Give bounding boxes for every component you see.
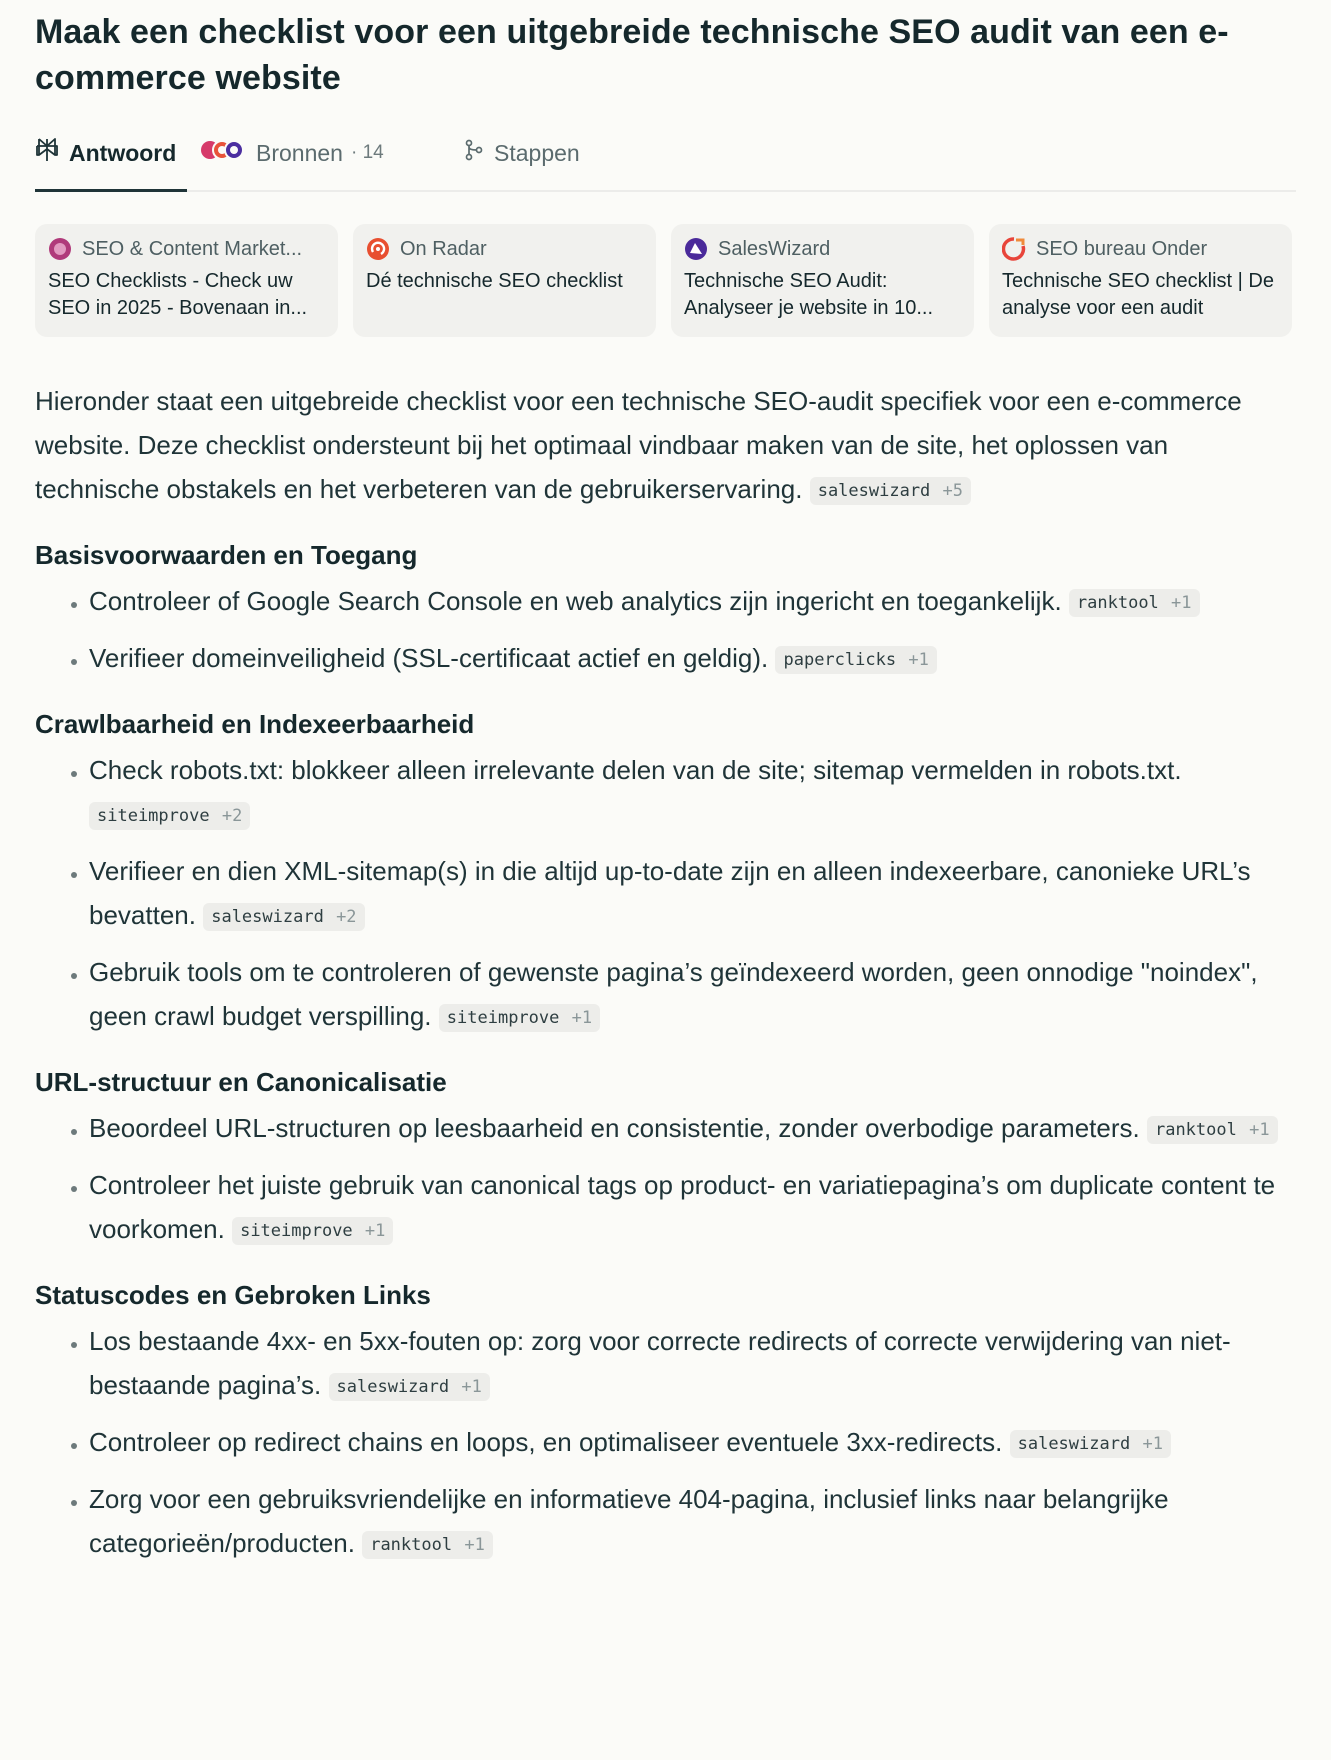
- card-title: Dé technische SEO checklist: [366, 270, 623, 292]
- list-item: [89, 849, 1296, 937]
- tab-bar: [35, 121, 1296, 192]
- source-card[interactable]: [671, 224, 974, 337]
- onder-logo-icon: [1002, 237, 1026, 261]
- citation-more: +1: [364, 1221, 386, 1241]
- citation-more: +1: [1142, 1434, 1163, 1454]
- intro-text: Hieronder staat een uitgebreide checklist voor een technische SEO-audit specifiek voor een e-commerce website. Deze checklist ondersteunt bij het optimaal vindbaar maken van de site, het oplossen van technische obstakels en het verbeteren van de gebruikerservaring.: [35, 386, 1242, 504]
- citation-source: siteimprove: [97, 806, 210, 826]
- card-source-name: SEO & Content Market...: [82, 237, 303, 260]
- item-text: Los bestaande 4xx- en 5xx-fouten op: zorg voor correcte redirects of correcte verwijdering van niet-bestaande pagina’s.: [89, 1326, 1231, 1400]
- card-title: SEO Checklists - Check uw SEO in 2025 - Bovenaan in...: [48, 270, 308, 319]
- citation-more: +2: [336, 907, 357, 927]
- source-card[interactable]: [35, 224, 338, 337]
- item-text: Beoordeel URL-structuren op leesbaarheid en consistentie, zonder overbodige parameters.: [89, 1113, 1140, 1143]
- sources-favicons-icon: [200, 139, 246, 167]
- intro-paragraph: [35, 379, 1296, 511]
- checklist: [35, 748, 1296, 1038]
- section-heading: Statuscodes en Gebroken Links: [35, 1280, 431, 1310]
- citation-source: saleswizard: [336, 1377, 450, 1397]
- sources-count: · 14: [350, 142, 384, 163]
- card-title: Technische SEO Audit: Analyseer je website in 10...: [684, 270, 934, 319]
- citation-badge[interactable]: [329, 1373, 490, 1401]
- citation-more: +1: [461, 1377, 482, 1397]
- citation-more: +1: [1249, 1120, 1270, 1140]
- list-item: [89, 1477, 1296, 1565]
- item-text: Gebruik tools om te controleren of gewenste pagina’s geïndexeerd worden, geen onnodige "noindex", geen crawl budget verspilling.: [89, 957, 1258, 1031]
- tab-sources[interactable]: [200, 133, 384, 173]
- citation-source: ranktool: [1154, 1120, 1237, 1140]
- citation-badge[interactable]: [362, 1531, 493, 1559]
- saleswizard-logo-icon: [684, 237, 708, 261]
- item-text: Controleer het juiste gebruik van canonical tags op product- en variatiepagina’s om duplicate content te voorkomen.: [89, 1170, 1276, 1244]
- citation-more: +2: [221, 806, 243, 826]
- onradar-logo-icon: [366, 237, 390, 261]
- card-source-name: On Radar: [400, 237, 487, 260]
- list-item: [89, 1319, 1296, 1407]
- citation-more: +1: [464, 1535, 485, 1555]
- card-source-name: SEO bureau Onder: [1036, 237, 1208, 260]
- tab-sources-label: Bronnen: [256, 139, 343, 166]
- citation-source: ranktool: [1076, 593, 1159, 613]
- list-item: [89, 1163, 1296, 1251]
- citation-source: saleswizard: [211, 907, 324, 927]
- item-text: Zorg voor een gebruiksvriendelijke en informatieve 404-pagina, inclusief links naar belangrijke categorieën/producten.: [89, 1484, 1169, 1558]
- steps-branch-icon: [464, 139, 484, 167]
- tab-answer-label: Antwoord: [69, 139, 177, 166]
- tab-steps-label: Stappen: [494, 139, 580, 166]
- citation-more: +1: [908, 650, 929, 670]
- citation-badge[interactable]: [775, 646, 936, 674]
- source-card[interactable]: [989, 224, 1292, 337]
- list-item: [89, 579, 1296, 623]
- list-item: [89, 748, 1296, 836]
- item-text: Check robots.txt: blokkeer alleen irrelevante delen van de site; sitemap vermelden in robots.txt.: [89, 755, 1182, 785]
- perplexity-icon: [35, 137, 59, 169]
- item-text: Verifieer en dien XML-sitemap(s) in die altijd up-to-date zijn en alleen indexeerbare, canonieke URL’s bevatten.: [89, 856, 1251, 930]
- citation-source: saleswizard: [817, 481, 931, 501]
- citation-badge[interactable]: [439, 1004, 600, 1032]
- citation-source: paperclicks: [783, 650, 897, 670]
- tab-answer[interactable]: [35, 133, 176, 173]
- citation-source: saleswizard: [1017, 1434, 1131, 1454]
- citation-badge[interactable]: [203, 903, 364, 931]
- card-title: Technische SEO checklist | De analyse voor een audit: [1002, 270, 1274, 319]
- citation-badge[interactable]: [89, 802, 250, 830]
- citation-more: +1: [1171, 593, 1192, 613]
- list-item: [89, 950, 1296, 1038]
- section-heading: URL-structuur en Canonicalisatie: [35, 1067, 447, 1097]
- citation-source: siteimprove: [240, 1221, 353, 1241]
- checklist: [35, 1106, 1296, 1251]
- connect-logo-icon: [48, 237, 72, 261]
- checklist: [35, 579, 1296, 680]
- list-item: [89, 1106, 1296, 1150]
- source-card[interactable]: [353, 224, 656, 337]
- active-tab-indicator: [35, 189, 187, 192]
- citation-more: +1: [571, 1008, 593, 1028]
- list-item: [89, 1420, 1296, 1464]
- citation-source: ranktool: [370, 1535, 453, 1555]
- citation-badge[interactable]: [1147, 1116, 1278, 1144]
- item-text: Controleer of Google Search Console en web analytics zijn ingericht en toegankelijk.: [89, 586, 1062, 616]
- section-heading: Crawlbaarheid en Indexeerbaarheid: [35, 709, 475, 739]
- citation-badge[interactable]: [810, 477, 971, 505]
- card-source-name: SalesWizard: [718, 237, 831, 260]
- list-item: [89, 636, 1296, 680]
- citation-more: +5: [942, 481, 964, 501]
- citation-badge[interactable]: [1069, 589, 1200, 617]
- tab-steps[interactable]: [464, 133, 580, 173]
- page-title: Maak een checklist voor een uitgebreide technische SEO audit van een e-commerce website: [35, 13, 1229, 97]
- source-cards: [35, 224, 1296, 337]
- citation-source: siteimprove: [446, 1008, 560, 1028]
- item-text: Verifieer domeinveiligheid (SSL-certificaat actief en geldig).: [89, 643, 769, 673]
- citation-badge[interactable]: [1010, 1430, 1171, 1458]
- section-heading: Basisvoorwaarden en Toegang: [35, 540, 418, 570]
- citation-badge[interactable]: [232, 1217, 393, 1245]
- checklist: [35, 1319, 1296, 1565]
- item-text: Controleer op redirect chains en loops, en optimaliseer eventuele 3xx-redirects.: [89, 1427, 1003, 1457]
